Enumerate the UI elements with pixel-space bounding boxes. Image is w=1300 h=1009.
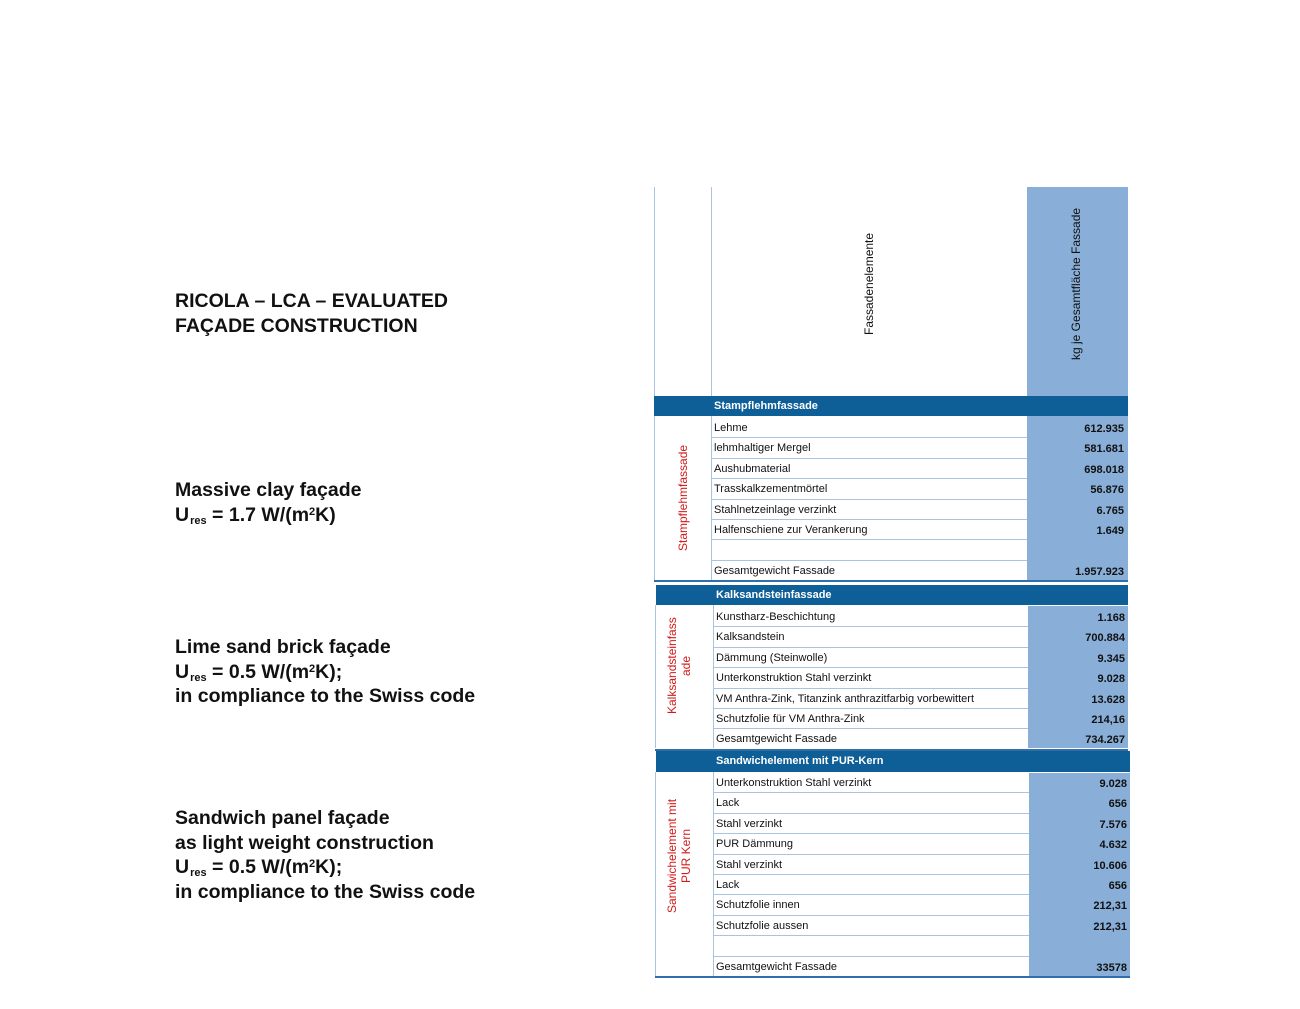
row-value: 10.606 bbox=[1093, 859, 1127, 872]
row-label: Trasskalkzementmörtel bbox=[714, 483, 828, 496]
row-label: Lack bbox=[716, 797, 740, 810]
row-label: Dämmung (Steinwolle) bbox=[716, 651, 828, 664]
lime-facade-name: Lime sand brick façade bbox=[175, 636, 391, 658]
row-value: 1.649 bbox=[1096, 525, 1124, 537]
row-divider bbox=[713, 935, 1029, 936]
row-value: 33578 bbox=[1096, 961, 1127, 974]
row-label: Gesamtgewicht Fassade bbox=[716, 733, 838, 746]
row-label: Stahl verzinkt bbox=[716, 817, 783, 830]
section-header-stampflehm: Stampflehmfassade bbox=[654, 396, 1128, 416]
sandwich-u-value: $U_{res} = 0.5$ $W/(m^2K)$; bbox=[175, 856, 343, 879]
row-label: Gesamtgewicht Fassade bbox=[716, 960, 838, 973]
grid-line bbox=[654, 416, 655, 581]
row-value: 1.957.923 bbox=[1075, 565, 1124, 578]
clay-facade-name: Massive clay façade bbox=[175, 479, 362, 501]
row-label: Unterkonstruktion Stahl verzinkt bbox=[716, 777, 872, 789]
row-label: Schutzfolie innen bbox=[716, 899, 800, 912]
header-fassadenelemente: Fassadenelemente bbox=[862, 232, 876, 335]
row-divider bbox=[711, 539, 1027, 540]
row-value: 1.168 bbox=[1097, 612, 1125, 624]
lime-compliance: in compliance to the Swiss code bbox=[175, 685, 476, 707]
row-label: Stahl verzinkt bbox=[716, 858, 783, 871]
row-value: 9.345 bbox=[1097, 652, 1125, 665]
row-value bbox=[1029, 937, 1127, 957]
side-label-stampflehm: Stampflehmfassade bbox=[676, 444, 690, 552]
grid-line bbox=[711, 187, 712, 396]
section-header-kalksandstein: Kalksandsteinfassade bbox=[656, 585, 1128, 605]
row-label: Lehme bbox=[714, 422, 748, 434]
row-value: 4.632 bbox=[1099, 839, 1127, 852]
header-kg-per-area: kg je Gesamtfläche Fassade bbox=[1069, 207, 1083, 360]
row-value: 734.267 bbox=[1085, 734, 1125, 747]
row-label: Schutzfolie für VM Anthra-Zink bbox=[716, 713, 865, 725]
row-label: PUR Dämmung bbox=[716, 838, 794, 851]
side-label-sandwich: Sandwichelement mit PUR Kern bbox=[665, 798, 693, 914]
clay-u-value: $U_{res} = 1.7$ $W/(m^2K)$ bbox=[175, 503, 336, 527]
row-value: 700.884 bbox=[1085, 632, 1125, 645]
sandwich-facade-name: Sandwich panel façade bbox=[175, 807, 390, 829]
row-value: 212,31 bbox=[1093, 900, 1127, 913]
sandwich-compliance: in compliance to the Swiss code bbox=[175, 880, 476, 903]
row-value: 7.576 bbox=[1099, 818, 1127, 831]
row-label: Unterkonstruktion Stahl verzinkt bbox=[716, 672, 872, 685]
section-header-sandwich: Sandwichelement mit PUR-Kern bbox=[656, 751, 1130, 772]
row-divider bbox=[713, 874, 1029, 875]
title-line-2: FAÇADE CONSTRUCTION bbox=[175, 314, 418, 337]
row-value: 9.028 bbox=[1099, 778, 1127, 790]
row-value: 656 bbox=[1108, 880, 1127, 892]
row-label: Halfenschiene zur Verankerung bbox=[714, 524, 868, 536]
row-label: Aushubmaterial bbox=[714, 462, 791, 475]
title-line-1: RICOLA – LCA – EVALUATED bbox=[175, 290, 449, 312]
row-value: 9.028 bbox=[1097, 673, 1125, 686]
grid-line bbox=[654, 187, 655, 396]
row-value: 698.018 bbox=[1084, 463, 1124, 476]
row-divider bbox=[655, 749, 1128, 751]
lime-u-value: $U_{res} = 0.5$ $W/(m^2K)$; bbox=[175, 660, 343, 684]
row-value: 214,16 bbox=[1091, 714, 1125, 726]
sandwich-construction-note: as light weight construction bbox=[175, 831, 434, 854]
row-value: 56.876 bbox=[1090, 484, 1124, 497]
row-divider bbox=[713, 792, 1029, 793]
row-divider bbox=[655, 976, 1130, 978]
row-label: VM Anthra-Zink, Titanzink anthrazitfarbig vorbewittert bbox=[716, 692, 974, 705]
row-value: 656 bbox=[1108, 798, 1127, 811]
row-divider bbox=[654, 580, 1128, 582]
row-value: 6.765 bbox=[1096, 504, 1124, 517]
lime-facade-caption bbox=[175, 635, 475, 709]
row-value: 13.628 bbox=[1091, 693, 1125, 706]
sandwich-facade-caption bbox=[175, 806, 475, 904]
row-value bbox=[1027, 541, 1124, 561]
row-label: Stahlnetzeinlage verzinkt bbox=[714, 503, 837, 516]
clay-facade-caption bbox=[175, 478, 361, 527]
row-label: Schutzfolie aussen bbox=[716, 919, 809, 932]
side-label-kalksandstein: Kalksandsteinfass ade bbox=[665, 617, 693, 715]
row-value: 581.681 bbox=[1084, 443, 1124, 456]
row-value: 212,31 bbox=[1093, 920, 1127, 933]
page-title bbox=[175, 289, 448, 338]
grid-line bbox=[655, 772, 656, 976]
row-label: Lack bbox=[716, 879, 740, 891]
row-label: lehmhaltiger Mergel bbox=[714, 442, 811, 455]
row-value: 612.935 bbox=[1084, 423, 1124, 435]
row-label: Kalksandstein bbox=[716, 631, 785, 644]
grid-line bbox=[655, 605, 656, 748]
row-label: Gesamtgewicht Fassade bbox=[714, 564, 836, 577]
row-label: Kunstharz-Beschichtung bbox=[716, 611, 836, 623]
